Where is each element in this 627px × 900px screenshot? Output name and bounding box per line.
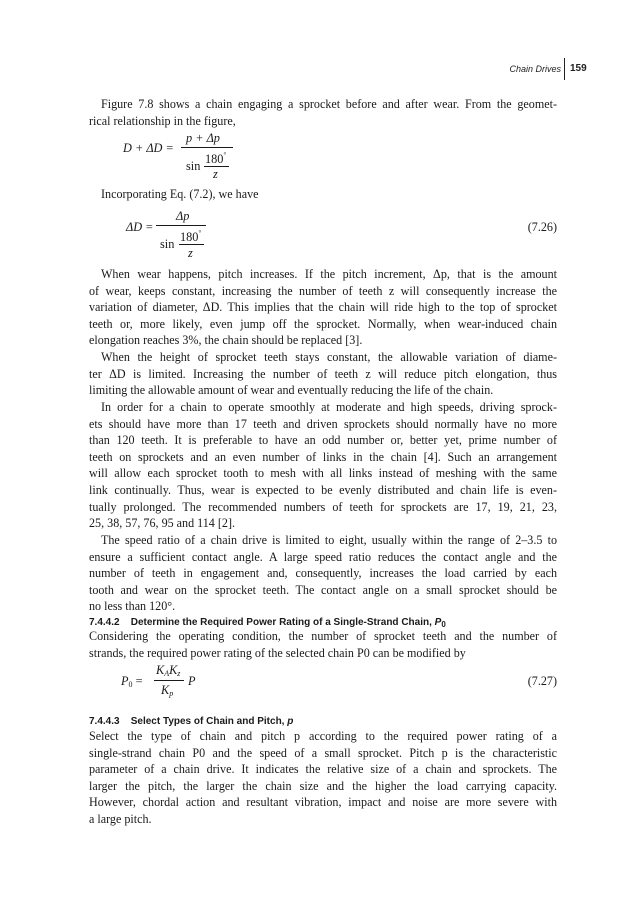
equation-lhs: $P_0$ = [121,674,143,689]
text-line: However, chordal action and resultant vibration, impact and noise are more severe with [89,795,557,810]
equation-lhs: ΔD = [126,220,154,234]
text-line: teeth on sprockets and an even number of links in the chain [4]. Such an arrangement [89,449,557,464]
text-line: Incorporating Eq. (7.2), we have [101,187,259,201]
text-line: When the height of sprocket teeth stays constant, the allowable variation of diame- [101,350,557,364]
equation-denominator: $K_p$ [161,683,174,698]
equation-angle: 180° [205,151,227,166]
text-line: ensure a sufficient contact angle. A large speed ratio reduces the contact angle and the [89,549,557,564]
fraction-bar [156,225,206,226]
running-header-title: Chain Drives [509,64,561,74]
paragraph-speed-ratio [89,532,557,615]
equation-sin: sin [160,237,175,251]
fraction-bar [154,680,184,681]
section-heading-7-4-4-3 [89,716,293,727]
equation-numerator: p + Δp [186,131,220,145]
section-title: Select Types of Chain and Pitch, [130,716,285,727]
text-line: The speed ratio of a chain drive is limited to eight, usually within the range of 2–3.5 to [101,533,557,547]
equation-number: (7.26) [527,220,557,234]
text-line: limiting the allowable amount of wear and eventually reducing the life of the chain. [89,383,494,398]
text-line: parameter of a chain drive. It indicates the relative size of a chain and sprockets. The [89,762,557,777]
section-symbol: p [287,716,294,727]
text-line: rical relationship in the figure, [89,113,236,128]
text-line: variation of diameter, ΔD. This implies that the chain will ride high to the top of sprocket [89,300,557,315]
paragraph-sprocket-teeth [89,399,557,532]
text-line: of wear, keeps constant, increasing the number of teeth z will consequently increase the [89,283,557,298]
equation-lhs: D + ΔD = [123,141,174,155]
text-line: no less than 120°. [89,599,176,614]
text-line: ets should have more than 17 teeth and driven sprockets should normally have no more [89,416,557,431]
text-line: ter ΔD is limited. Increasing the number of teeth z will reduce pitch elongation, thus [89,366,557,381]
text-line: Considering the operating condition, the number of sprocket teeth and the number of [89,629,557,643]
paragraph-incorporating [89,186,557,203]
section-number: 7.4.4.2 [89,617,120,628]
paragraph-power-rating [89,628,557,661]
text-line: larger the pitch, the larger the chain size and the higher the load carrying capacity. [89,778,557,793]
paragraph-wear [89,266,557,349]
text-line: a large pitch. [89,811,152,826]
text-line: link continually. Thus, wear is expected to be evenly distributed and chain life is even- [89,482,557,497]
equation-z: z [188,246,193,260]
section-symbol-subscript: 0 [441,620,446,629]
paragraph-teeth-height [89,349,557,399]
fraction-bar [179,244,204,245]
paragraph-select-chain [89,728,557,828]
equation-angle: 180° [180,229,202,244]
section-number: 7.4.4.3 [89,716,120,727]
equation-z: z [213,167,218,181]
text-line: elongation reaches 3%, the chain should be replaced [3]. [89,333,363,348]
text-line: than 120 teeth. It is preferable to have an odd number or, better yet, prime number of [89,433,557,448]
text-line: When wear happens, pitch increases. If the pitch increment, Δp, that is the amount [101,267,557,281]
text-line: teeth or, more likely, even jump off the sprocket. Normally, when wear-induced chain [89,316,557,331]
equation-rhs: P [188,674,196,688]
page-number: 159 [570,63,587,74]
equation-numerator: Δp [176,209,190,223]
text-line: Select the type of chain and pitch p according to the required power rating of a [89,729,557,743]
equation-sin: sin [186,159,201,173]
text-line: number of teeth in engagement and, consequently, increases the load carried by each [89,566,557,581]
text-line: Figure 7.8 shows a chain engaging a sprocket before and after wear. From the geomet- [101,97,557,111]
text-line: single-strand chain P0 and the speed of a small sprocket. Pitch p is the characteristic [89,745,557,760]
fraction-bar [181,147,233,148]
section-symbol: P [434,617,442,628]
text-line: tooth and wear on the sprocket teeth. The contact angle on a small sprocket should be [89,582,557,597]
header-divider [564,58,565,80]
equation-number: (7.27) [527,674,557,688]
equation-numerator: $K_AK_z$ [156,663,181,678]
text-line: In order for a chain to operate smoothly at moderate and high speeds, driving sprock- [101,400,557,414]
text-line: tually prolonged. The recommended numbers of teeth for sprockets are 17, 19, 21, 23, [89,499,557,514]
text-line: will allow each sprocket tooth to mesh with all links instead of meshing with the same [89,466,557,481]
section-title: Determine the Required Power Rating of a Single-Strand Chain, [130,617,432,628]
text-line: 25, 38, 57, 76, 95 and 114 [2]. [89,516,236,531]
text-line: strands, the required power rating of the selected chain P0 can be modified by [89,645,466,660]
paragraph-intro [89,96,557,129]
